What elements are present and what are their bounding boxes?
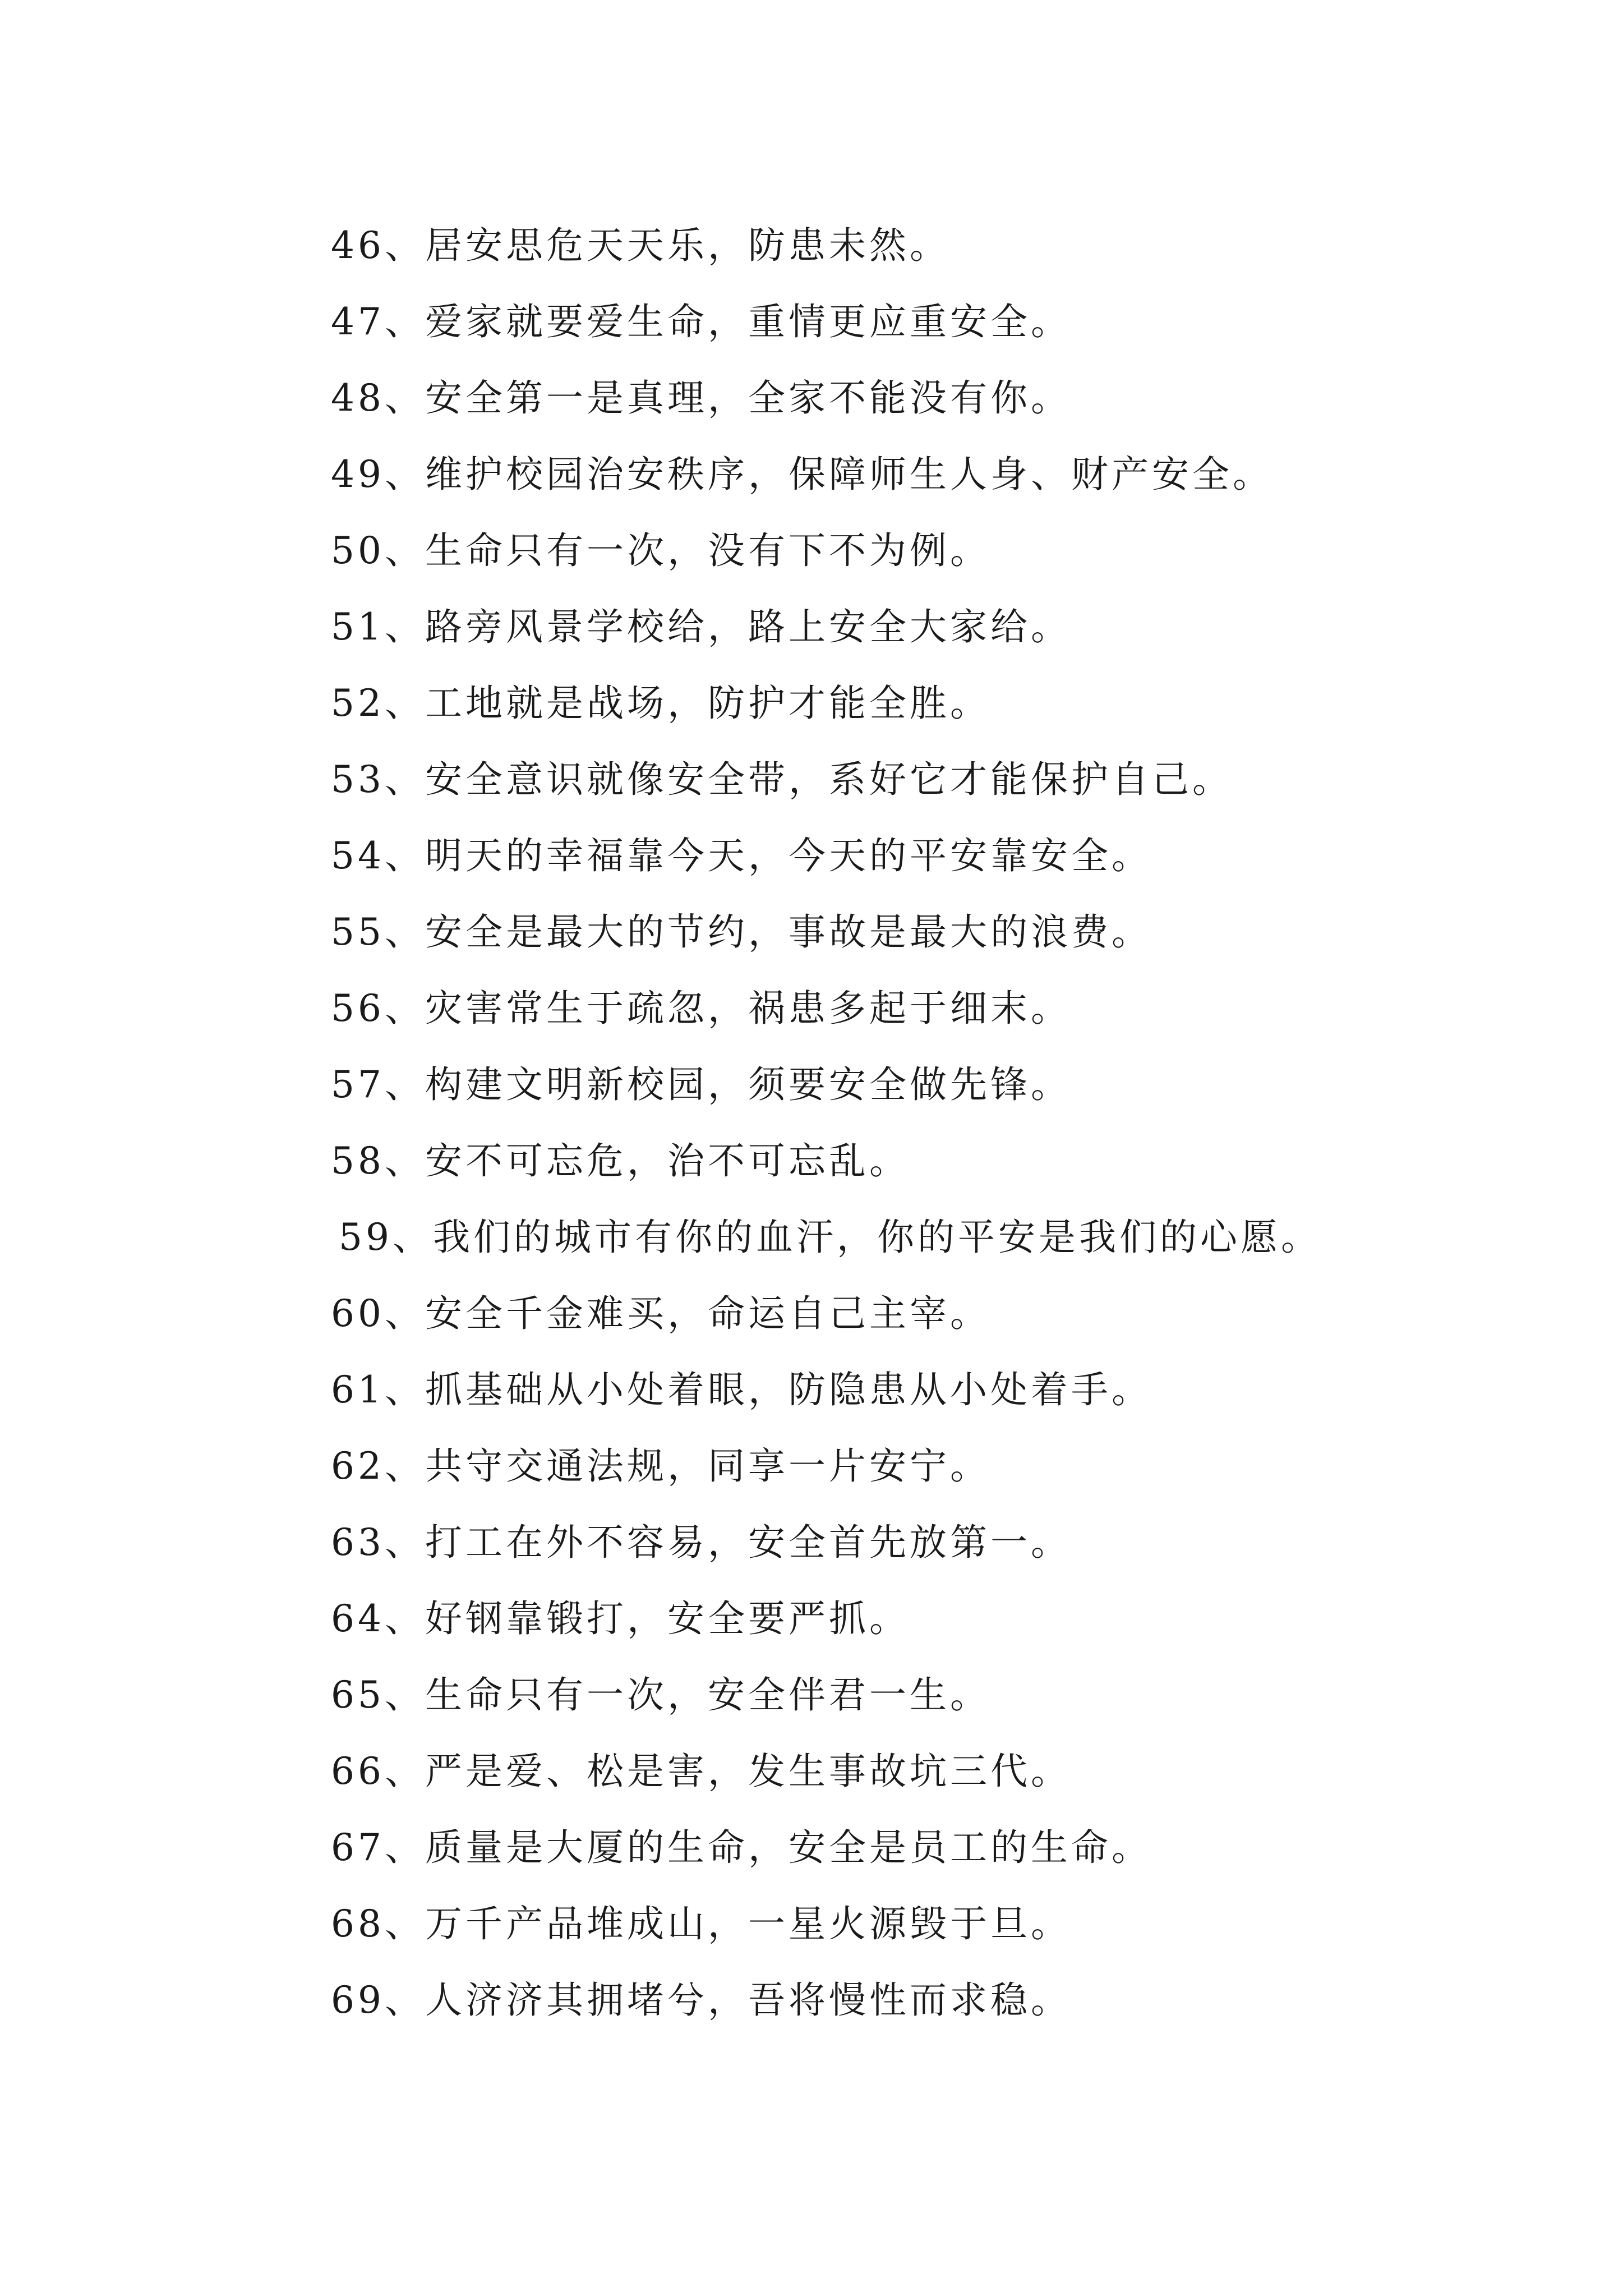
slogan-line: 46、居安思危天天乐，防患未然。 (331, 224, 950, 267)
slogan-line: 53、安全意识就像安全带，系好它才能保护自己。 (331, 758, 1233, 801)
slogan-line: 51、路旁风景学校给，路上安全大家给。 (331, 605, 1071, 648)
slogan-line: 49、维护校园治安秩序，保障师生人身、财产安全。 (331, 453, 1273, 496)
slogan-line: 50、生命只有一次，没有下不为例。 (331, 529, 990, 572)
slogan-line: 60、安全千金难买，命运自己主宰。 (331, 1292, 990, 1335)
slogan-line: 52、工地就是战场，防护才能全胜。 (331, 682, 990, 725)
slogan-line: 69、人济济其拥堵兮，吾将慢性而求稳。 (331, 1978, 1071, 2022)
slogan-line: 56、灾害常生于疏忽，祸患多起于细末。 (331, 987, 1071, 1030)
slogan-line: 67、质量是大厦的生命，安全是员工的生命。 (331, 1826, 1152, 1869)
slogan-line: 66、严是爱、松是害，发生事故坑三代。 (331, 1750, 1071, 1793)
slogan-line: 59、我们的城市有你的血汗，你的平安是我们的心愿。 (339, 1216, 1321, 1259)
slogan-line: 57、构建文明新校园，须要安全做先锋。 (331, 1063, 1071, 1106)
slogan-line: 62、共守交通法规，同享一片安宁。 (331, 1444, 990, 1488)
slogan-line: 68、万千产品堆成山，一星火源毁于旦。 (331, 1902, 1071, 1945)
slogan-line: 65、生命只有一次，安全伴君一生。 (331, 1673, 990, 1717)
slogan-list (331, 208, 1321, 2039)
slogan-line: 55、安全是最大的节约，事故是最大的浪费。 (331, 910, 1152, 954)
slogan-line: 61、抓基础从小处着眼，防隐患从小处着手。 (331, 1368, 1152, 1411)
slogan-line: 47、爱家就要爱生命，重情更应重安全。 (331, 300, 1071, 343)
slogan-line: 64、好钢靠锻打，安全要严抓。 (331, 1597, 910, 1640)
slogan-line: 48、安全第一是真理，全家不能没有你。 (331, 376, 1071, 420)
slogan-line: 63、打工在外不容易，安全首先放第一。 (331, 1521, 1071, 1564)
slogan-line: 54、明天的幸福靠今天，今天的平安靠安全。 (331, 834, 1152, 877)
slogan-line: 58、安不可忘危，治不可忘乱。 (331, 1139, 910, 1182)
